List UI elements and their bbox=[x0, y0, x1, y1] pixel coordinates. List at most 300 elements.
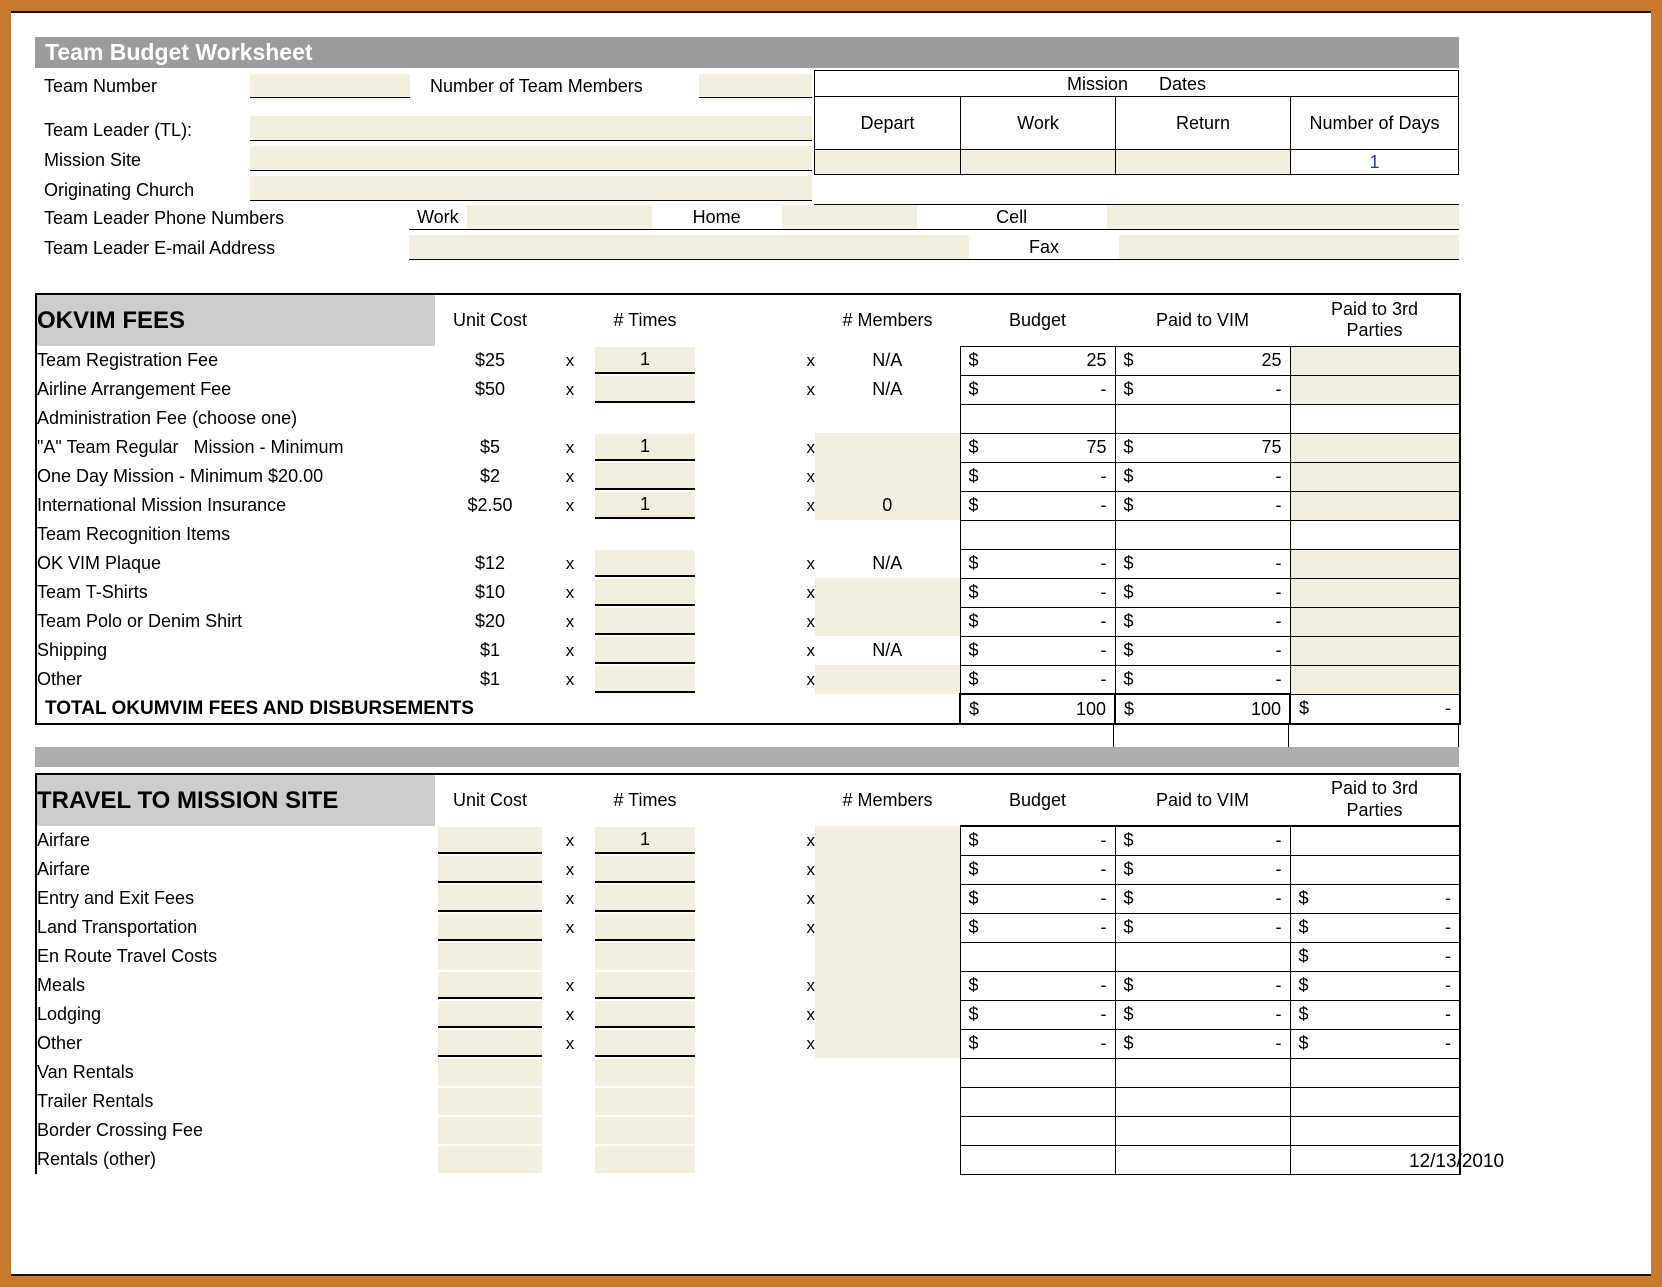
paid-vim-cell[interactable] bbox=[1115, 433, 1290, 462]
members-cell[interactable]: 0 bbox=[815, 491, 960, 520]
paid-vim-cell[interactable] bbox=[1115, 607, 1290, 636]
times-cell[interactable] bbox=[595, 971, 695, 1000]
row-label: Shipping bbox=[37, 640, 108, 660]
total-paid-3rd-cell[interactable]: $ - bbox=[1290, 694, 1460, 724]
phone-cell-label: Cell bbox=[996, 207, 1028, 227]
times-input[interactable]: 1 bbox=[595, 347, 695, 374]
team-number-input[interactable] bbox=[250, 74, 410, 98]
unit-cost-cell[interactable] bbox=[435, 855, 545, 884]
budget-cell[interactable] bbox=[960, 855, 1115, 884]
days-value[interactable]: 1 bbox=[1290, 150, 1458, 174]
budget-cell[interactable] bbox=[960, 913, 1115, 942]
times-cell[interactable] bbox=[595, 1116, 695, 1145]
paid-3rd-cell[interactable] bbox=[1290, 1029, 1460, 1058]
paid-3rd-cell[interactable] bbox=[1290, 433, 1460, 462]
unit-cost-input[interactable] bbox=[438, 943, 542, 970]
multiply-sign bbox=[695, 520, 815, 549]
unit-cost-cell[interactable] bbox=[435, 1116, 545, 1145]
multiply-sign: x bbox=[565, 1033, 575, 1053]
phone-home-input[interactable] bbox=[782, 205, 917, 229]
paid-vim-cell[interactable] bbox=[1115, 404, 1290, 433]
row-label: Other bbox=[37, 1033, 83, 1053]
unit-cost-input[interactable] bbox=[438, 827, 542, 854]
currency-symbol: $ bbox=[1123, 495, 1134, 515]
fee-row bbox=[36, 1145, 1460, 1174]
worksheet-page bbox=[11, 11, 1651, 1276]
paid-vim-cell[interactable] bbox=[1115, 1116, 1290, 1145]
paid-3rd-cell[interactable] bbox=[1290, 404, 1460, 433]
phone-cell-input[interactable] bbox=[1107, 205, 1459, 229]
row-label: Team Polo or Denim Shirt bbox=[37, 611, 243, 631]
header-form bbox=[35, 68, 1459, 268]
multiply-sign: x bbox=[806, 466, 815, 486]
unit-cost-cell[interactable] bbox=[435, 884, 545, 913]
multiply-sign: x bbox=[565, 640, 575, 660]
row-label: International Mission Insurance bbox=[37, 495, 287, 515]
currency-symbol: $ bbox=[968, 1033, 979, 1053]
multiply-sign bbox=[545, 1116, 595, 1145]
multiply-sign bbox=[695, 942, 815, 971]
currency-symbol: $ bbox=[968, 640, 979, 660]
multiply-sign: x bbox=[806, 379, 815, 399]
email-label: Team Leader E-mail Address bbox=[44, 238, 276, 258]
amount-value: - bbox=[1100, 379, 1107, 399]
multiply-sign bbox=[545, 1087, 595, 1116]
budget-cell[interactable] bbox=[960, 404, 1115, 433]
times-input[interactable] bbox=[595, 550, 695, 577]
paid-vim-cell[interactable] bbox=[1115, 1145, 1290, 1174]
paid-3rd-cell[interactable] bbox=[1290, 826, 1460, 855]
members-cell[interactable] bbox=[815, 855, 960, 884]
times-cell[interactable] bbox=[595, 855, 695, 884]
multiply-sign: x bbox=[565, 350, 575, 370]
amount-value: - bbox=[1100, 640, 1107, 660]
paid-3rd-cell[interactable] bbox=[1290, 1087, 1460, 1116]
unit-cost-cell[interactable] bbox=[435, 942, 545, 971]
amount-value: - bbox=[1445, 946, 1451, 966]
paid-3rd-cell[interactable] bbox=[1290, 1058, 1460, 1087]
row-label: Airfare bbox=[37, 859, 91, 879]
members-cell[interactable] bbox=[815, 1029, 960, 1058]
members-cell bbox=[815, 1145, 960, 1174]
multiply-sign bbox=[695, 1058, 815, 1087]
budget-cell[interactable] bbox=[960, 1116, 1115, 1145]
times-input[interactable] bbox=[595, 885, 695, 912]
times-cell[interactable] bbox=[595, 1058, 695, 1087]
currency-symbol: $ bbox=[968, 888, 979, 908]
members-cell[interactable] bbox=[815, 942, 960, 971]
unit-cost-cell[interactable] bbox=[435, 1145, 545, 1174]
fee-row bbox=[36, 578, 1460, 607]
times-input[interactable] bbox=[595, 1088, 695, 1115]
times-input[interactable]: 1 bbox=[595, 492, 695, 519]
members-cell bbox=[815, 1058, 960, 1087]
paid-vim-cell[interactable] bbox=[1115, 1029, 1290, 1058]
members-cell[interactable] bbox=[815, 971, 960, 1000]
currency-symbol: $ bbox=[1298, 946, 1309, 966]
return-input[interactable] bbox=[1115, 150, 1290, 174]
fee-row bbox=[36, 855, 1460, 884]
paid-vim-cell[interactable] bbox=[1115, 375, 1290, 404]
unit-cost-cell: $50 bbox=[474, 379, 506, 399]
amount-value: 25 bbox=[1086, 350, 1107, 370]
currency-symbol: $ bbox=[969, 698, 980, 719]
members-cell[interactable] bbox=[815, 607, 960, 636]
unit-cost-input[interactable] bbox=[438, 1088, 542, 1115]
paid-vim-cell[interactable] bbox=[1115, 346, 1290, 375]
budget-cell[interactable] bbox=[960, 375, 1115, 404]
paid-vim-cell[interactable] bbox=[1115, 491, 1290, 520]
budget-cell[interactable] bbox=[960, 520, 1115, 549]
paid-3rd-cell[interactable] bbox=[1290, 971, 1460, 1000]
budget-cell[interactable] bbox=[960, 491, 1115, 520]
budget-cell[interactable] bbox=[960, 884, 1115, 913]
amount-value: - bbox=[1275, 1004, 1282, 1024]
paid-vim-cell[interactable] bbox=[1115, 855, 1290, 884]
paid-vim-cell[interactable] bbox=[1115, 462, 1290, 491]
unit-cost-cell[interactable] bbox=[435, 913, 545, 942]
multiply-sign: x bbox=[565, 859, 575, 879]
members-cell[interactable] bbox=[815, 913, 960, 942]
multiply-sign: x bbox=[806, 1033, 815, 1053]
fee-row bbox=[36, 1000, 1460, 1029]
row-label: Meals bbox=[37, 975, 86, 995]
amount-value: - bbox=[1100, 975, 1107, 995]
paid-vim-cell[interactable] bbox=[1115, 884, 1290, 913]
paid-3rd-cell[interactable] bbox=[1290, 636, 1460, 665]
multiply-sign: x bbox=[565, 466, 575, 486]
currency-symbol: $ bbox=[968, 975, 979, 995]
row-label: En Route Travel Costs bbox=[37, 946, 218, 966]
row-label: Rentals (other) bbox=[37, 1149, 157, 1169]
multiply-sign: x bbox=[806, 495, 815, 515]
paid-vim-cell[interactable] bbox=[1115, 665, 1290, 694]
amount-value: - bbox=[1275, 611, 1282, 631]
depart-input[interactable] bbox=[815, 150, 960, 174]
times-input[interactable]: 1 bbox=[595, 434, 695, 461]
members-cell[interactable] bbox=[815, 884, 960, 913]
times-cell[interactable] bbox=[595, 549, 695, 578]
currency-symbol: $ bbox=[968, 611, 979, 631]
budget-cell[interactable] bbox=[960, 346, 1115, 375]
members-cell[interactable] bbox=[815, 665, 960, 694]
times-input[interactable] bbox=[595, 463, 695, 490]
mission-site-input[interactable] bbox=[250, 146, 812, 171]
budget-cell[interactable] bbox=[960, 942, 1115, 971]
paid-3rd-cell[interactable] bbox=[1290, 346, 1460, 375]
paid-vim-cell[interactable] bbox=[1115, 578, 1290, 607]
paid-3rd-cell[interactable] bbox=[1290, 491, 1460, 520]
fee-row bbox=[36, 884, 1460, 913]
paid-3rd-cell[interactable] bbox=[1290, 549, 1460, 578]
col-spacer bbox=[545, 774, 595, 826]
travel-table bbox=[35, 773, 1461, 1175]
unit-cost-cell[interactable] bbox=[435, 1000, 545, 1029]
paid-vim-cell[interactable] bbox=[1115, 636, 1290, 665]
members-cell bbox=[815, 520, 960, 549]
unit-cost-cell[interactable] bbox=[435, 1029, 545, 1058]
budget-cell[interactable] bbox=[960, 462, 1115, 491]
currency-symbol: $ bbox=[1123, 668, 1134, 689]
paid-vim-cell[interactable] bbox=[1115, 1000, 1290, 1029]
multiply-sign bbox=[545, 1145, 595, 1174]
amount-value: - bbox=[1275, 466, 1282, 486]
currency-symbol: $ bbox=[1298, 1033, 1309, 1053]
multiply-sign: x bbox=[565, 437, 575, 457]
times-input[interactable] bbox=[595, 637, 695, 664]
times-input[interactable] bbox=[595, 1117, 695, 1144]
budget-cell[interactable] bbox=[960, 433, 1115, 462]
budget-cell[interactable] bbox=[960, 1058, 1115, 1087]
multiply-sign: x bbox=[565, 379, 575, 399]
times-cell[interactable] bbox=[595, 346, 695, 375]
fee-row bbox=[36, 942, 1460, 971]
paid-vim-cell[interactable] bbox=[1115, 971, 1290, 1000]
currency-symbol: $ bbox=[1123, 917, 1134, 937]
unit-cost-cell: $10 bbox=[474, 582, 506, 602]
paid-3rd-cell[interactable] bbox=[1290, 375, 1460, 404]
budget-cell[interactable] bbox=[960, 578, 1115, 607]
times-cell[interactable] bbox=[595, 433, 695, 462]
row-label: Team T-Shirts bbox=[37, 582, 148, 602]
amount-value: 75 bbox=[1086, 437, 1107, 457]
members-cell[interactable] bbox=[815, 826, 960, 855]
budget-cell[interactable] bbox=[960, 826, 1115, 855]
members-cell[interactable] bbox=[815, 462, 960, 491]
times-cell[interactable] bbox=[595, 1000, 695, 1029]
budget-cell[interactable] bbox=[960, 665, 1115, 694]
num-members-input[interactable] bbox=[699, 74, 812, 98]
currency-symbol: $ bbox=[1298, 1004, 1309, 1024]
row-label: Other bbox=[37, 669, 83, 689]
amount-value: - bbox=[1445, 1004, 1451, 1024]
multiply-sign: x bbox=[565, 888, 575, 908]
email-input[interactable] bbox=[409, 235, 969, 259]
times-input[interactable] bbox=[595, 1059, 695, 1086]
section-divider bbox=[35, 747, 1459, 767]
amount-value: - bbox=[1100, 1033, 1107, 1053]
row-label: Entry and Exit Fees bbox=[37, 888, 195, 908]
times-input[interactable] bbox=[595, 579, 695, 606]
unit-cost-cell[interactable] bbox=[435, 971, 545, 1000]
members-cell[interactable] bbox=[815, 1000, 960, 1029]
paid-vim-cell[interactable] bbox=[1115, 942, 1290, 971]
phone-row bbox=[409, 204, 1459, 230]
fee-row bbox=[36, 375, 1460, 404]
multiply-sign: x bbox=[806, 582, 815, 602]
budget-cell[interactable] bbox=[960, 1029, 1115, 1058]
members-cell[interactable] bbox=[815, 433, 960, 462]
paid-3rd-cell[interactable] bbox=[1290, 884, 1460, 913]
times-input[interactable] bbox=[595, 1001, 695, 1028]
paid-3rd-cell[interactable] bbox=[1290, 665, 1460, 694]
unit-cost-input[interactable] bbox=[438, 1146, 542, 1173]
unit-cost-input[interactable] bbox=[438, 914, 542, 941]
col-paid-3rd: Paid to 3rd Parties bbox=[1330, 298, 1419, 341]
multiply-sign: x bbox=[565, 495, 575, 515]
unit-cost-input[interactable] bbox=[438, 1030, 542, 1057]
times-cell[interactable] bbox=[595, 665, 695, 694]
paid-vim-cell[interactable] bbox=[1115, 1058, 1290, 1087]
times-input[interactable] bbox=[595, 914, 695, 941]
times-input[interactable] bbox=[595, 972, 695, 999]
budget-cell[interactable] bbox=[960, 971, 1115, 1000]
work-input[interactable] bbox=[960, 150, 1115, 174]
amount-value: - bbox=[1100, 611, 1107, 631]
times-cell[interactable] bbox=[595, 375, 695, 404]
members-cell: N/A bbox=[872, 379, 903, 399]
unit-cost-input[interactable] bbox=[438, 885, 542, 912]
team-leader-input[interactable] bbox=[250, 116, 812, 141]
unit-cost-cell: $2.50 bbox=[467, 495, 513, 515]
budget-cell[interactable] bbox=[960, 1145, 1115, 1174]
multiply-sign: x bbox=[565, 830, 575, 850]
amount-value: - bbox=[1275, 668, 1282, 689]
amount-value: - bbox=[1275, 553, 1282, 573]
multiply-sign: x bbox=[565, 553, 575, 573]
times-input[interactable] bbox=[595, 608, 695, 635]
unit-cost-cell[interactable] bbox=[435, 826, 545, 855]
paid-3rd-cell[interactable] bbox=[1290, 942, 1460, 971]
budget-cell[interactable] bbox=[960, 636, 1115, 665]
times-cell[interactable] bbox=[595, 462, 695, 491]
times-input[interactable] bbox=[595, 943, 695, 970]
unit-cost-cell: $5 bbox=[479, 437, 501, 457]
times-cell[interactable] bbox=[595, 491, 695, 520]
currency-symbol: $ bbox=[968, 582, 979, 602]
times-cell[interactable] bbox=[595, 942, 695, 971]
times-input[interactable] bbox=[595, 1030, 695, 1057]
paid-3rd-cell[interactable] bbox=[1290, 1116, 1460, 1145]
budget-cell[interactable] bbox=[960, 607, 1115, 636]
amount-value: - bbox=[1275, 495, 1282, 515]
times-cell[interactable] bbox=[595, 1087, 695, 1116]
paid-vim-cell[interactable] bbox=[1115, 913, 1290, 942]
currency-symbol: $ bbox=[1123, 466, 1134, 486]
paid-vim-cell[interactable] bbox=[1115, 520, 1290, 549]
total-paid-vim-cell[interactable]: $ 100 bbox=[1115, 694, 1290, 724]
times-input[interactable]: 1 bbox=[595, 827, 695, 854]
fee-row bbox=[36, 1087, 1460, 1116]
return-col-header: Return bbox=[1115, 97, 1290, 149]
paid-3rd-cell[interactable] bbox=[1290, 913, 1460, 942]
total-budget-cell[interactable]: $ 100 bbox=[960, 694, 1115, 724]
col-times: # Times bbox=[613, 310, 677, 330]
currency-symbol: $ bbox=[968, 917, 979, 937]
fee-row bbox=[36, 1058, 1460, 1087]
paid-3rd-cell[interactable] bbox=[1290, 462, 1460, 491]
multiply-sign: x bbox=[806, 975, 815, 995]
fee-row bbox=[36, 971, 1460, 1000]
times-cell[interactable] bbox=[595, 913, 695, 942]
fax-label: Fax bbox=[1028, 237, 1059, 257]
col-budget: Budget bbox=[1008, 309, 1067, 330]
amount-value: 75 bbox=[1261, 437, 1282, 457]
times-input[interactable] bbox=[595, 856, 695, 883]
amount-value: - bbox=[1445, 975, 1451, 995]
paid-vim-cell[interactable] bbox=[1115, 826, 1290, 855]
row-label: One Day Mission - Minimum $20.00 bbox=[37, 466, 324, 486]
times-cell[interactable] bbox=[595, 884, 695, 913]
multiply-sign bbox=[695, 1116, 815, 1145]
budget-cell[interactable] bbox=[960, 549, 1115, 578]
originating-church-label: Originating Church bbox=[44, 180, 195, 200]
paid-3rd-cell[interactable] bbox=[1290, 520, 1460, 549]
times-cell[interactable] bbox=[595, 826, 695, 855]
paid-vim-cell[interactable] bbox=[1115, 1087, 1290, 1116]
unit-cost-input[interactable] bbox=[438, 1059, 542, 1086]
multiply-sign: x bbox=[806, 437, 815, 457]
paid-3rd-cell[interactable] bbox=[1290, 607, 1460, 636]
times-input[interactable] bbox=[595, 666, 695, 693]
currency-symbol: $ bbox=[968, 350, 979, 370]
email-row bbox=[409, 234, 1459, 260]
currency-symbol: $ bbox=[1299, 698, 1310, 719]
amount-value: - bbox=[1275, 1033, 1282, 1053]
unit-cost-cell: $12 bbox=[474, 553, 506, 573]
paid-3rd-cell[interactable] bbox=[1290, 855, 1460, 884]
amount-value: - bbox=[1100, 582, 1107, 602]
multiply-sign: x bbox=[806, 1004, 815, 1024]
budget-cell[interactable] bbox=[960, 1087, 1115, 1116]
times-input[interactable] bbox=[595, 376, 695, 403]
unit-cost-input[interactable] bbox=[438, 1001, 542, 1028]
unit-cost-cell: $2 bbox=[479, 466, 501, 486]
times-cell[interactable] bbox=[595, 1029, 695, 1058]
times-cell[interactable] bbox=[595, 578, 695, 607]
unit-cost-cell[interactable] bbox=[435, 1058, 545, 1087]
originating-church-input[interactable] bbox=[250, 176, 812, 201]
multiply-sign: x bbox=[806, 350, 815, 370]
worksheet-title: Team Budget Worksheet bbox=[35, 37, 1459, 68]
times-cell[interactable] bbox=[595, 607, 695, 636]
col-paid-vim: Paid to VIM bbox=[1115, 774, 1290, 826]
times-input[interactable] bbox=[595, 1146, 695, 1173]
amount-value: - bbox=[1275, 888, 1282, 908]
amount-value: - bbox=[1100, 668, 1107, 689]
amount-value: - bbox=[1100, 859, 1107, 879]
amount-value: - bbox=[1275, 859, 1282, 879]
unit-cost-cell[interactable] bbox=[435, 1087, 545, 1116]
members-cell bbox=[815, 1116, 960, 1145]
members-cell[interactable] bbox=[815, 578, 960, 607]
multiply-sign: x bbox=[806, 917, 815, 937]
multiply-sign bbox=[545, 520, 595, 549]
unit-cost-input[interactable] bbox=[438, 856, 542, 883]
col-spacer bbox=[695, 774, 815, 826]
fax-input[interactable] bbox=[1119, 235, 1459, 259]
okvim-total-row bbox=[36, 694, 1460, 724]
okvim-fees-table bbox=[35, 293, 1461, 725]
paid-3rd-cell[interactable] bbox=[1290, 578, 1460, 607]
times-cell[interactable] bbox=[595, 636, 695, 665]
phone-work-input[interactable] bbox=[467, 205, 652, 229]
unit-cost-input[interactable] bbox=[438, 1117, 542, 1144]
members-cell bbox=[815, 1087, 960, 1116]
paid-3rd-cell[interactable] bbox=[1290, 1000, 1460, 1029]
multiply-sign bbox=[695, 1145, 815, 1174]
times-cell[interactable] bbox=[595, 1145, 695, 1174]
currency-symbol: $ bbox=[1123, 611, 1134, 631]
paid-vim-cell[interactable] bbox=[1115, 549, 1290, 578]
col-unit-cost: Unit Cost bbox=[452, 310, 528, 330]
amount-value: - bbox=[1275, 640, 1282, 660]
currency-symbol: $ bbox=[1123, 888, 1134, 908]
unit-cost-input[interactable] bbox=[438, 972, 542, 999]
budget-cell[interactable] bbox=[960, 1000, 1115, 1029]
multiply-sign: x bbox=[806, 888, 815, 908]
team-number-label: Team Number bbox=[44, 76, 158, 96]
